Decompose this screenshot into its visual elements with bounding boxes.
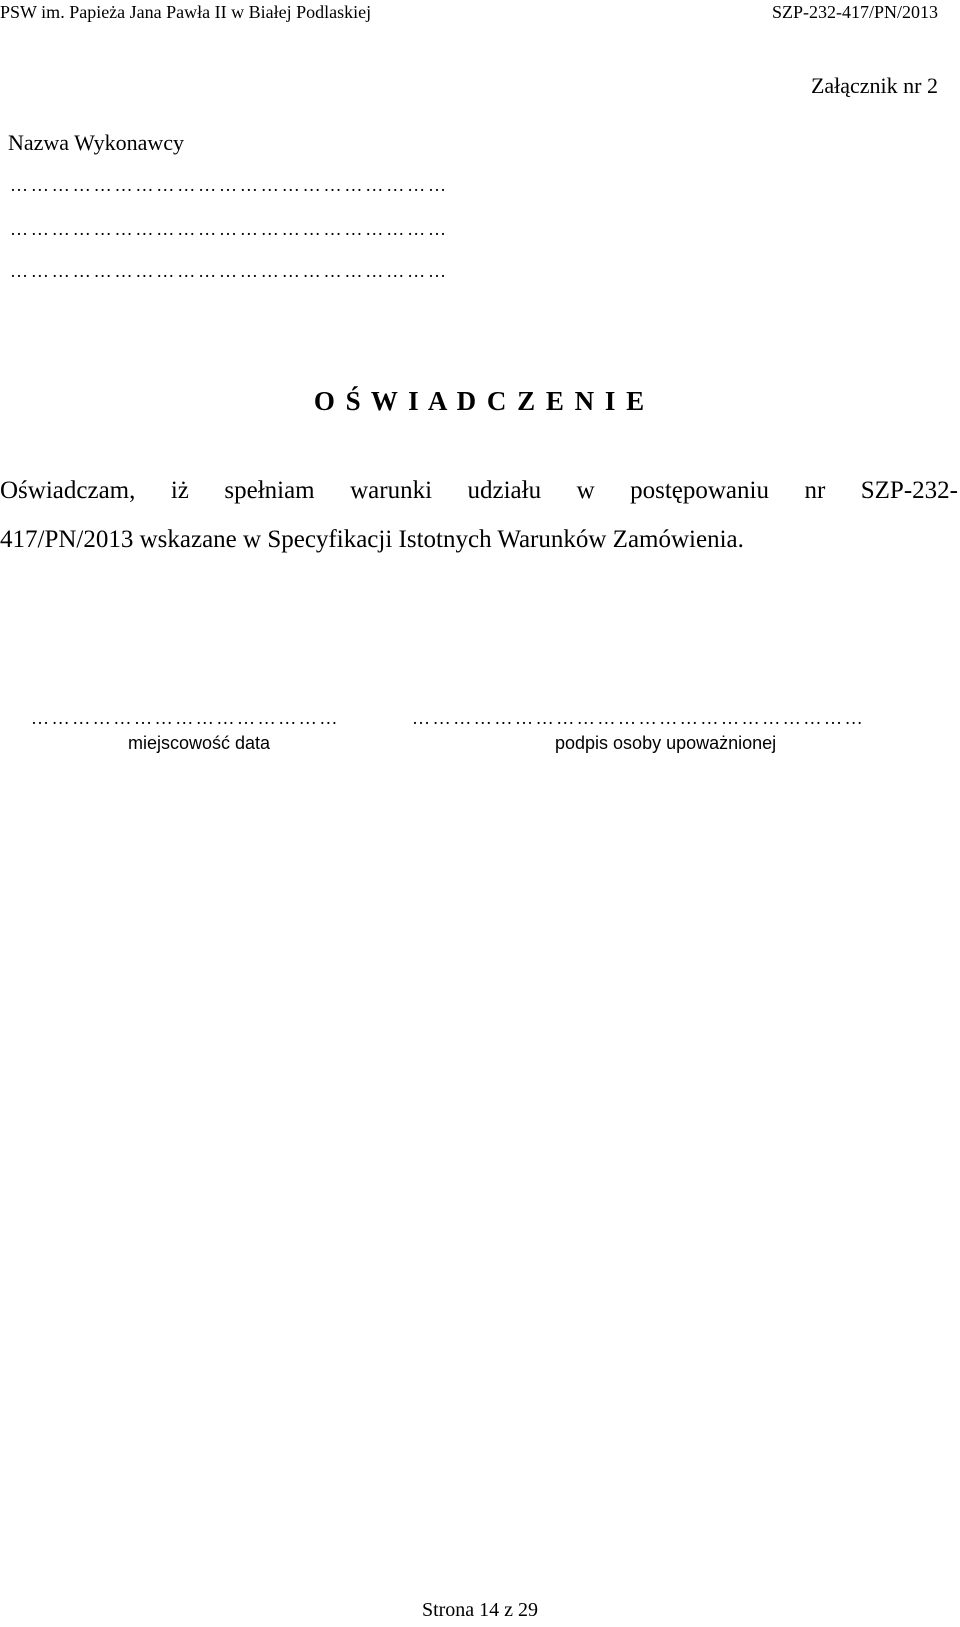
signature-blank-line: ………………………………………………………… [412,708,866,728]
place-date-blank-line: ……………………………………… [31,708,340,728]
attachment-label: Załącznik nr 2 [810,73,938,98]
document-title: O Ś W I A D C Z E N I E [313,386,647,416]
contractor-name-label: Nazwa Wykonawcy [8,130,185,155]
contractor-blank-line: ……………………………………………………… [10,175,449,195]
statement-line-2: 417/PN/2013 wskazane w Specyfikacji Istotnych Warunków Zamówienia. [0,526,744,553]
header-case-number: SZP-232-417/PN/2013 [771,2,938,22]
header-institution: PSW im. Papieża Jana Pawła II w Białej Podlaskiej [0,2,372,22]
signature-label: podpis osoby upoważnionej [555,733,777,753]
contractor-blank-line: ……………………………………………………… [10,219,449,239]
statement-line-1: Oświadczam, iż spełniam warunki udziału w postępowaniu nr SZP-232- [0,477,958,504]
contractor-blank-line: ……………………………………………………… [10,261,449,281]
place-date-label: miejscowość data [128,733,271,753]
page-number: Strona 14 z 29 [421,1599,539,1621]
